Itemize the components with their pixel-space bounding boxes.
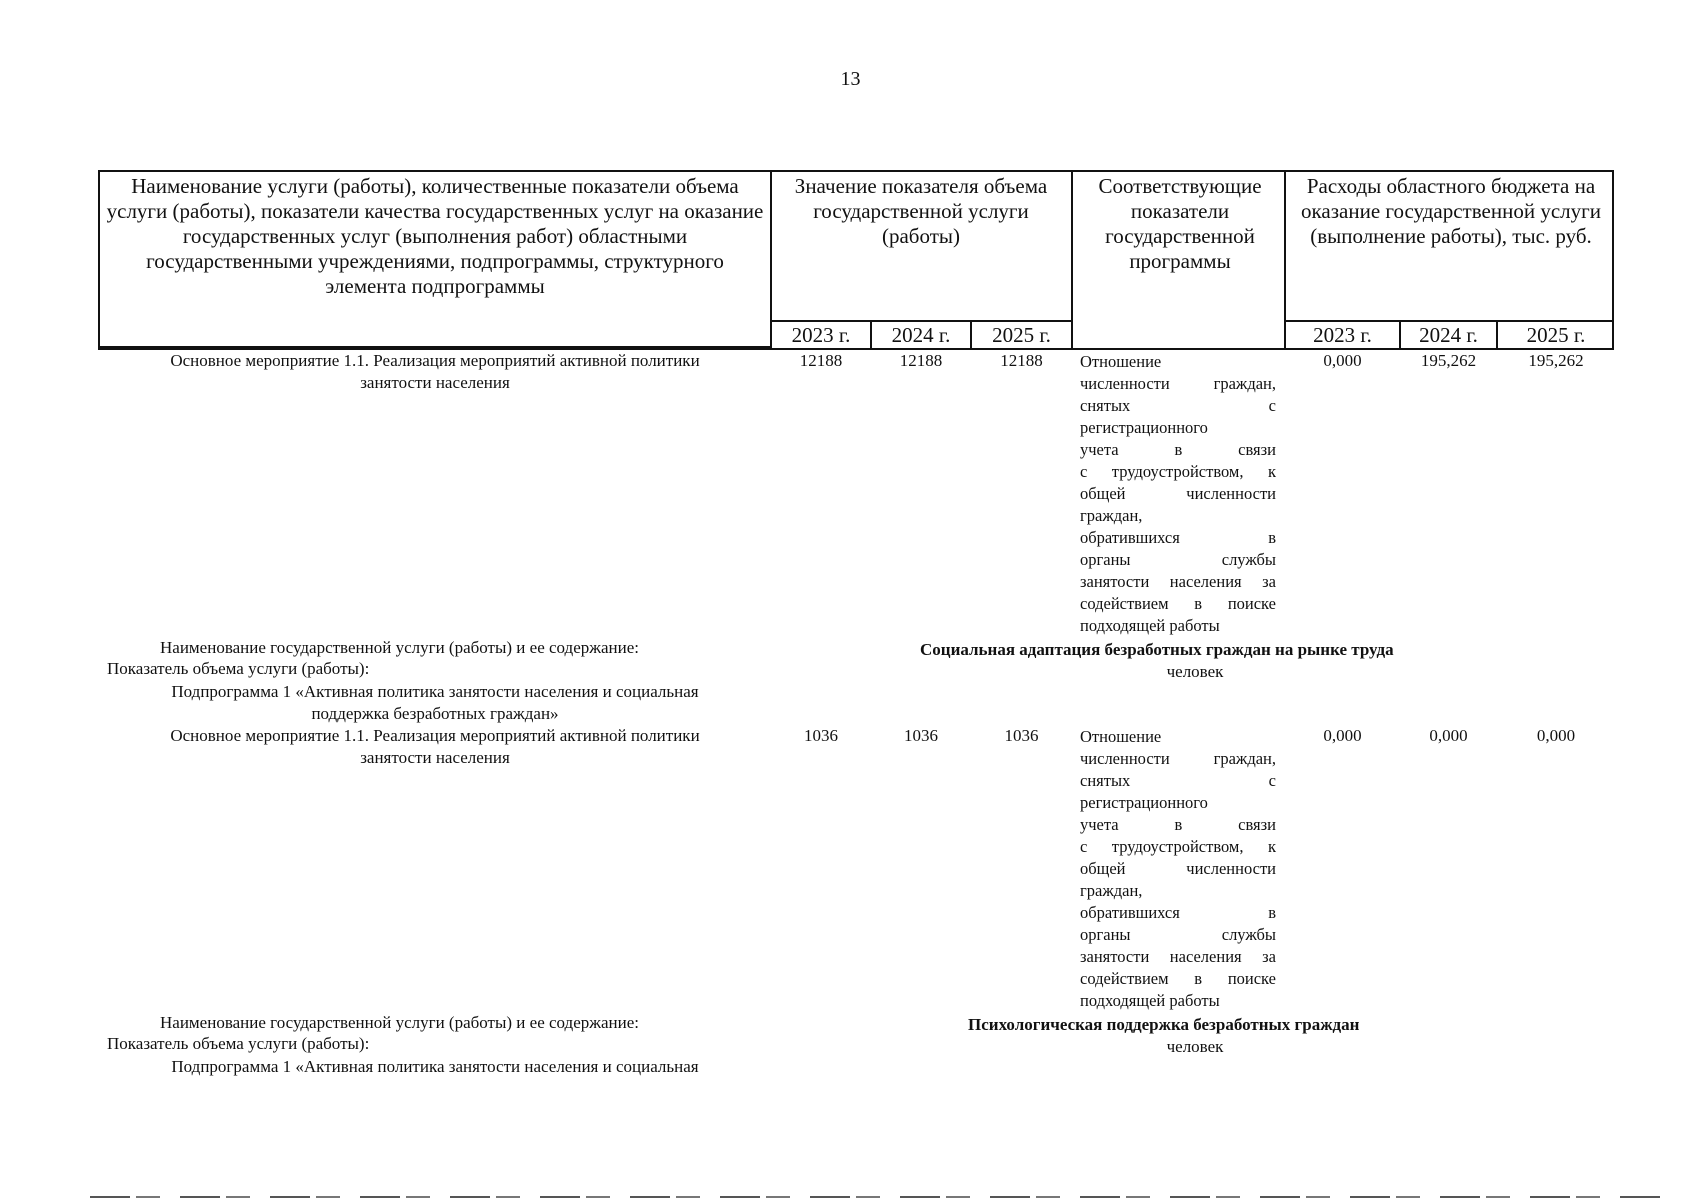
value-2024: 1036 [904,726,938,745]
value-2023: 1036 [804,726,838,745]
service-name-label: Наименование государственной услуги (работы) и ее содержание: [160,638,640,657]
bottom-scan-edge [90,1196,1660,1198]
year-expense-2023: 2023 г. [1313,323,1372,347]
expense-2023: 0,000 [1323,726,1362,745]
service-name-value: Социальная адаптация безработных граждан на рынке труда [920,640,1394,659]
program-indicator: Отношение численности граждан, снятых с регистрационного учета в связи с трудоустройством, к общей численности граждан, обратившихся в органы службы занятости населения за содействием в поиске подходящей работы [1080,727,1276,1010]
expense-2025: 0,000 [1536,726,1576,745]
expense-2024: 0,000 [1429,726,1468,745]
subprogram-name: Подпрограмма 1 «Активная политика занятости населения и социальная [171,1057,699,1076]
program-indicator: Отношение численности граждан, снятых с регистрационного учета в связи с трудоустройством, к общей численности граждан, обратившихся в органы службы занятости населения за содействием в поиске подходящей работы [1080,352,1276,635]
year-expense-2025: 2025 г. [1526,323,1586,347]
value-2024: 12188 [899,351,943,370]
header-volume-value: Значение показателя объема государственной услуги (работы) [794,174,1048,248]
volume-unit: человек [1166,662,1224,681]
year-value-2024: 2024 г. [891,323,951,347]
expense-2025: 195,262 [1528,351,1584,370]
header-program-indicators: Соответствующие показатели государственной программы [1098,174,1262,273]
expense-2024: 195,262 [1420,351,1477,370]
header-service-name: Наименование услуги (работы), количественные показатели объема услуги (работы), показатели качества государственных услуг на оказание государственных услуг (выполнения работ) областными государственными учреждениями, подпрограммы, структурного элемента подпрограммы [106,174,764,298]
volume-label: Показатель объема услуги (работы): [107,659,370,678]
page-number: 13 [840,68,861,90]
volume-unit: человек [1166,1037,1224,1056]
year-value-2023: 2023 г. [791,323,851,347]
activity-name: Основное мероприятие 1.1. Реализация мероприятий активной политики занятости населения [170,726,700,767]
volume-label: Показатель объема услуги (работы): [107,1034,370,1053]
service-name-value: Психологическая поддержка безработных граждан [968,1015,1360,1034]
service-name-label: Наименование государственной услуги (работы) и ее содержание: [160,1013,640,1032]
year-expense-2024: 2024 г. [1419,323,1478,347]
value-2025: 12188 [1000,351,1043,370]
header-budget-expenses: Расходы областного бюджета на оказание государственной услуги (выполнение работы), тыс. руб. [1301,174,1601,248]
activity-name: Основное мероприятие 1.1. Реализация мероприятий активной политики занятости населения [170,351,700,392]
subprogram-name: Подпрограмма 1 «Активная политика занятости населения и социальная поддержка безработных граждан» [171,682,699,723]
value-2025: 1036 [1004,726,1039,745]
year-value-2025: 2025 г. [992,323,1051,347]
expense-2023: 0,000 [1323,351,1362,370]
value-2023: 12188 [799,351,843,370]
